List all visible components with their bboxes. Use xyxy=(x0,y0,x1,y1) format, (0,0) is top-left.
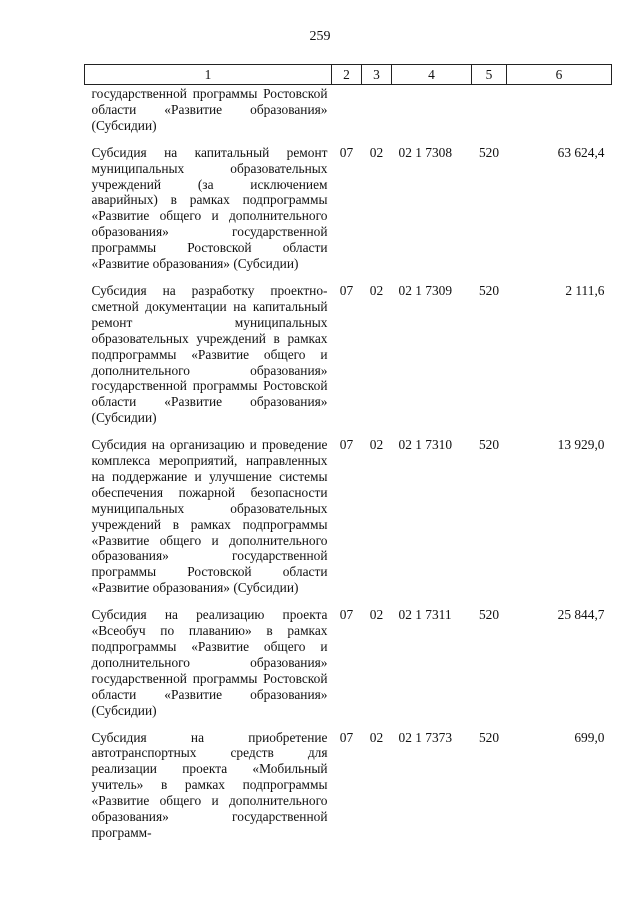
page-number: 259 xyxy=(309,29,331,44)
row-target-article: 02 1 7373 xyxy=(398,729,453,745)
row-target-article: 02 1 7311 xyxy=(398,607,452,623)
row-expense-type: 520 xyxy=(478,729,500,745)
row-amount: 13 929,0 xyxy=(557,437,605,453)
column-number-header-row xyxy=(85,65,612,85)
row-amount xyxy=(507,85,612,134)
row-section xyxy=(332,85,362,134)
row-description: Субсидия на капитальный ремонт муниципальных образовательных учреждений (за исключением аварийных) в рамках подпрограммы «Развитие общего и дополнительного образования» государственной программы Ростовской области «Развитие образования» (Субсидии) xyxy=(91,144,328,272)
row-subsection: 02 xyxy=(369,144,384,160)
row-amount: 699,0 xyxy=(574,729,605,745)
table-row xyxy=(85,272,612,426)
row-section: 07 xyxy=(339,144,354,160)
row-target-article: 02 1 7309 xyxy=(398,282,453,298)
table-row xyxy=(85,134,612,272)
budget-table xyxy=(84,64,612,841)
row-expense-type: 520 xyxy=(478,607,500,623)
row-section: 07 xyxy=(339,729,354,745)
row-subsection: 02 xyxy=(369,729,384,745)
row-amount: 63 624,4 xyxy=(557,144,605,160)
row-description: Субсидия на реализацию проекта «Всеобуч по плаванию» в рамках подпрограммы «Развитие общего и дополнительного образования» государственной программы Ростовской области «Развитие образования» (Субсидии) xyxy=(91,607,328,718)
row-target-article: 02 1 7310 xyxy=(398,437,453,453)
row-amount: 25 844,7 xyxy=(557,607,605,623)
row-section: 07 xyxy=(339,607,354,623)
column-number-6: 6 xyxy=(507,65,612,85)
column-number-2: 2 xyxy=(332,65,362,85)
row-target-article: 02 1 7308 xyxy=(398,144,453,160)
row-expense-type: 520 xyxy=(478,144,500,160)
row-subsection: 02 xyxy=(369,607,384,623)
row-description: Субсидия на разработку проектно-сметной документации на капитальный ремонт муниципальных образовательных учреждений в рамках подпрограммы «Развитие общего и дополнительного образования» государственной программы Ростовской области «Развитие образования» (Субсидии) xyxy=(91,282,328,426)
row-amount: 2 111,6 xyxy=(565,282,605,298)
row-subsection xyxy=(362,85,392,134)
column-number-3: 3 xyxy=(362,65,392,85)
table-row xyxy=(85,596,612,718)
row-expense-type: 520 xyxy=(478,437,500,453)
row-subsection: 02 xyxy=(369,437,384,453)
table-row-continuation xyxy=(85,85,612,134)
row-subsection: 02 xyxy=(369,282,384,298)
column-number-5: 5 xyxy=(472,65,507,85)
row-description: государственной программы Ростовской области «Развитие образования» (Субсидии) xyxy=(91,86,328,133)
column-number-4: 4 xyxy=(392,65,472,85)
table-row xyxy=(85,426,612,596)
row-target-article xyxy=(392,85,472,134)
column-number-1: 1 xyxy=(85,65,332,85)
row-expense-type: 520 xyxy=(478,282,500,298)
table-row xyxy=(85,719,612,841)
row-section: 07 xyxy=(339,437,354,453)
row-expense-type xyxy=(472,85,507,134)
row-section: 07 xyxy=(339,282,354,298)
row-description: Субсидия на приобретение автотранспортных средств для реализации проекта «Мобильный учитель» в рамках подпрограммы «Развитие общего и дополнительного образования» государственной программ- xyxy=(91,729,328,840)
row-description: Субсидия на организацию и проведение комплекса мероприятий, направленных на поддержание и улучшение системы обеспечения пожарной безопасности муниципальных образовательных учреждений в рамках подпрограммы «Развитие общего и дополнительного образования» государственной программы Ростовской области «Развитие образования» (Субсидии) xyxy=(91,437,328,596)
